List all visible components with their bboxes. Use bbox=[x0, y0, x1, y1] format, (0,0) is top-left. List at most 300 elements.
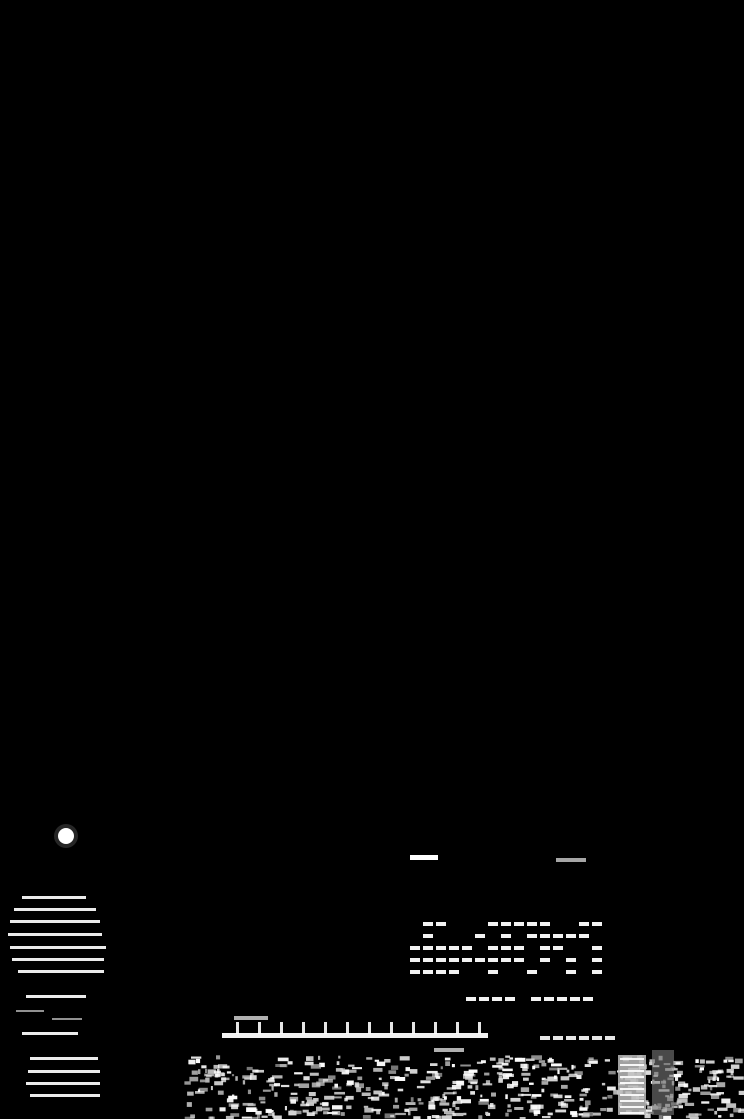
city-light bbox=[332, 1087, 341, 1090]
city-light bbox=[290, 1099, 296, 1103]
city-light bbox=[716, 1071, 724, 1074]
window-light bbox=[475, 934, 485, 938]
city-light bbox=[281, 1085, 289, 1087]
city-light bbox=[346, 1070, 357, 1073]
city-light bbox=[274, 1092, 277, 1097]
city-light bbox=[695, 1114, 701, 1116]
window-light bbox=[579, 922, 589, 926]
city-light bbox=[288, 1061, 293, 1064]
window-light bbox=[488, 922, 498, 926]
city-light bbox=[346, 1096, 354, 1100]
tower-light-band bbox=[10, 946, 106, 949]
city-light bbox=[699, 1069, 702, 1073]
city-light bbox=[303, 1110, 309, 1113]
city-light bbox=[191, 1057, 201, 1059]
city-light bbox=[589, 1057, 594, 1060]
city-light bbox=[199, 1088, 208, 1092]
city-light bbox=[388, 1070, 396, 1074]
city-light bbox=[231, 1104, 238, 1109]
window-light bbox=[423, 934, 433, 938]
city-light bbox=[427, 1071, 438, 1074]
city-light bbox=[426, 1076, 435, 1080]
city-light bbox=[452, 1064, 455, 1067]
city-light bbox=[499, 1074, 505, 1076]
city-light bbox=[605, 1059, 610, 1061]
city-light bbox=[332, 1111, 340, 1115]
city-light bbox=[306, 1057, 310, 1060]
city-light bbox=[187, 1092, 194, 1096]
city-light bbox=[726, 1076, 731, 1078]
city-light bbox=[432, 1115, 440, 1118]
city-light bbox=[579, 1113, 584, 1115]
city-light bbox=[266, 1110, 273, 1112]
city-light bbox=[444, 1096, 447, 1100]
city-light bbox=[581, 1089, 585, 1092]
tower-light-band bbox=[16, 1010, 44, 1012]
city-light bbox=[200, 1080, 205, 1083]
city-light bbox=[498, 1058, 504, 1063]
window-light bbox=[436, 922, 446, 926]
city-light bbox=[294, 1111, 301, 1115]
city-light bbox=[706, 1061, 715, 1064]
tower-light-band bbox=[52, 1018, 82, 1020]
roof-light-strip bbox=[222, 1033, 488, 1038]
city-light bbox=[542, 1081, 549, 1085]
city-light bbox=[445, 1058, 451, 1061]
city-light bbox=[328, 1075, 336, 1079]
tower-light-band bbox=[8, 933, 102, 936]
city-light bbox=[323, 1111, 328, 1114]
city-light bbox=[675, 1077, 678, 1081]
city-light bbox=[248, 1090, 251, 1095]
tower-light-band bbox=[22, 1032, 78, 1035]
roof-light-post bbox=[478, 1022, 481, 1034]
city-light bbox=[346, 1083, 352, 1086]
window-light bbox=[514, 958, 524, 962]
city-light bbox=[377, 1062, 385, 1067]
city-light bbox=[385, 1113, 396, 1118]
city-light bbox=[188, 1060, 195, 1065]
city-light bbox=[259, 1097, 265, 1101]
city-light bbox=[600, 1108, 606, 1111]
city-light bbox=[478, 1115, 482, 1119]
window-light bbox=[423, 970, 433, 974]
city-light bbox=[677, 1098, 687, 1103]
tower-light-band bbox=[30, 1094, 100, 1097]
city-light bbox=[529, 1109, 540, 1112]
window-light bbox=[527, 970, 537, 974]
tower-light-band bbox=[30, 1057, 98, 1060]
city-light bbox=[362, 1093, 371, 1097]
city-light bbox=[561, 1076, 570, 1080]
city-light bbox=[302, 1101, 305, 1104]
window-light bbox=[540, 934, 550, 938]
city-light bbox=[348, 1065, 354, 1067]
city-light bbox=[242, 1117, 252, 1119]
city-light bbox=[550, 1094, 558, 1097]
window-light bbox=[423, 946, 433, 950]
city-light bbox=[478, 1101, 488, 1105]
city-light bbox=[334, 1092, 345, 1095]
rooftop-light bbox=[410, 855, 438, 860]
city-light bbox=[484, 1073, 489, 1076]
city-light bbox=[187, 1102, 192, 1107]
city-light bbox=[567, 1070, 570, 1073]
city-light bbox=[551, 1063, 562, 1066]
city-light bbox=[508, 1104, 511, 1107]
city-light bbox=[659, 1115, 663, 1119]
lit-building-floor bbox=[620, 1088, 644, 1090]
city-light bbox=[221, 1073, 225, 1077]
city-light bbox=[311, 1064, 321, 1069]
window-light bbox=[501, 946, 511, 950]
window-light bbox=[436, 946, 446, 950]
city-light bbox=[337, 1061, 340, 1065]
city-light bbox=[453, 1101, 462, 1104]
city-light bbox=[217, 1069, 220, 1074]
city-light bbox=[445, 1061, 450, 1066]
window-light bbox=[540, 958, 550, 962]
city-light bbox=[510, 1098, 520, 1102]
city-light bbox=[205, 1078, 209, 1083]
city-light bbox=[714, 1111, 717, 1115]
city-light bbox=[452, 1081, 462, 1084]
city-light bbox=[320, 1103, 329, 1105]
window-light bbox=[410, 970, 420, 974]
window-light bbox=[583, 997, 593, 1001]
city-light bbox=[718, 1115, 721, 1118]
city-light bbox=[272, 1086, 274, 1091]
city-light bbox=[721, 1099, 730, 1104]
city-light bbox=[542, 1116, 551, 1118]
city-light bbox=[232, 1074, 234, 1076]
city-light bbox=[285, 1106, 287, 1110]
city-light bbox=[290, 1110, 294, 1114]
lit-building bbox=[652, 1050, 674, 1115]
window-light bbox=[488, 970, 498, 974]
city-light bbox=[294, 1084, 299, 1087]
window-light bbox=[579, 934, 589, 938]
city-light bbox=[204, 1074, 214, 1077]
roof-light-post bbox=[412, 1022, 415, 1034]
city-light bbox=[512, 1081, 518, 1085]
city-light bbox=[465, 1075, 473, 1080]
window-light bbox=[436, 958, 446, 962]
roof-light-post bbox=[346, 1022, 349, 1034]
city-light bbox=[602, 1097, 607, 1100]
city-light bbox=[557, 1070, 559, 1074]
city-light bbox=[491, 1093, 496, 1097]
city-light bbox=[307, 1100, 317, 1104]
roof-light-post bbox=[258, 1022, 261, 1034]
city-light bbox=[469, 1070, 478, 1073]
city-light bbox=[572, 1066, 576, 1069]
city-light bbox=[710, 1087, 712, 1090]
city-light bbox=[730, 1114, 734, 1118]
lit-building-floor bbox=[620, 1094, 644, 1096]
city-light bbox=[531, 1055, 542, 1060]
city-light bbox=[262, 1116, 268, 1118]
city-light bbox=[395, 1077, 406, 1081]
city-light bbox=[443, 1109, 448, 1112]
window-light bbox=[410, 946, 420, 950]
city-light bbox=[589, 1061, 598, 1064]
city-light bbox=[364, 1106, 368, 1108]
city-light bbox=[602, 1083, 605, 1086]
window-light bbox=[566, 958, 576, 962]
city-light bbox=[418, 1098, 422, 1101]
window-light bbox=[423, 958, 433, 962]
city-light bbox=[410, 1069, 418, 1074]
city-light bbox=[564, 1099, 574, 1102]
city-light bbox=[457, 1096, 461, 1101]
city-light bbox=[534, 1112, 538, 1116]
city-light bbox=[196, 1059, 200, 1063]
city-light bbox=[316, 1107, 322, 1112]
city-light bbox=[724, 1060, 728, 1063]
city-light bbox=[739, 1091, 744, 1095]
roof-sign bbox=[234, 1016, 268, 1020]
city-light bbox=[306, 1097, 312, 1100]
tower-light-band bbox=[14, 908, 96, 911]
city-light bbox=[541, 1063, 546, 1066]
city-light bbox=[549, 1068, 559, 1071]
city-light bbox=[272, 1113, 274, 1118]
window-light bbox=[501, 922, 511, 926]
lit-building-floor bbox=[620, 1070, 644, 1072]
city-light bbox=[341, 1112, 345, 1116]
window-light bbox=[466, 997, 476, 1001]
city-light bbox=[366, 1087, 371, 1091]
city-light bbox=[695, 1065, 705, 1067]
city-light bbox=[531, 1096, 537, 1098]
city-light bbox=[539, 1060, 545, 1063]
window-light bbox=[527, 922, 537, 926]
city-light bbox=[215, 1074, 221, 1077]
city-light bbox=[708, 1109, 714, 1111]
city-light bbox=[352, 1067, 362, 1069]
window-light bbox=[514, 946, 524, 950]
city-light bbox=[318, 1056, 320, 1060]
window-light bbox=[501, 934, 511, 938]
city-light bbox=[452, 1113, 463, 1116]
city-light bbox=[436, 1076, 441, 1079]
city-light bbox=[375, 1060, 379, 1062]
city-light bbox=[355, 1082, 360, 1087]
city-light bbox=[206, 1108, 213, 1112]
window-light bbox=[501, 958, 511, 962]
city-light bbox=[521, 1094, 531, 1096]
city-light bbox=[189, 1077, 198, 1082]
city-light bbox=[395, 1113, 406, 1115]
city-light bbox=[338, 1056, 340, 1059]
city-light bbox=[263, 1090, 271, 1092]
window-light bbox=[462, 946, 472, 950]
city-light bbox=[646, 1102, 649, 1106]
window-light bbox=[592, 958, 602, 962]
city-light bbox=[411, 1097, 414, 1102]
city-light bbox=[733, 1108, 741, 1113]
lit-building-floor bbox=[620, 1058, 644, 1060]
window-light bbox=[566, 970, 576, 974]
city-light bbox=[514, 1107, 523, 1110]
window-light bbox=[592, 922, 602, 926]
city-light bbox=[439, 1103, 449, 1106]
city-light bbox=[686, 1116, 690, 1119]
city-light bbox=[382, 1092, 385, 1095]
window-light bbox=[557, 997, 567, 1001]
city-light bbox=[393, 1105, 399, 1109]
city-light bbox=[505, 1113, 508, 1117]
lit-building-floor bbox=[620, 1076, 644, 1078]
window-light bbox=[566, 1036, 576, 1040]
city-light bbox=[409, 1108, 418, 1111]
city-light bbox=[498, 1078, 503, 1083]
window-light bbox=[488, 946, 498, 950]
city-light bbox=[563, 1103, 566, 1106]
window-light bbox=[514, 922, 524, 926]
city-light bbox=[220, 1107, 226, 1111]
city-light bbox=[663, 1116, 671, 1119]
city-light bbox=[532, 1066, 535, 1070]
city-light bbox=[232, 1095, 234, 1097]
city-light bbox=[503, 1073, 512, 1076]
city-light bbox=[700, 1092, 710, 1096]
city-light bbox=[430, 1063, 438, 1066]
city-light bbox=[541, 1089, 544, 1093]
window-light bbox=[449, 970, 459, 974]
city-light bbox=[548, 1113, 553, 1116]
city-light bbox=[608, 1071, 615, 1075]
city-light bbox=[307, 1112, 315, 1116]
city-light bbox=[221, 1078, 230, 1081]
city-light bbox=[323, 1079, 333, 1083]
window-light bbox=[527, 934, 537, 938]
city-light bbox=[486, 1080, 490, 1084]
city-light bbox=[357, 1077, 362, 1081]
city-light bbox=[507, 1109, 512, 1112]
tower-light-band bbox=[26, 995, 86, 998]
city-light bbox=[309, 1092, 316, 1096]
city-light bbox=[565, 1095, 572, 1098]
window-light bbox=[492, 997, 502, 1001]
city-light bbox=[684, 1083, 689, 1087]
city-light bbox=[255, 1070, 264, 1073]
city-light bbox=[205, 1069, 207, 1073]
city-light bbox=[688, 1089, 691, 1092]
city-light bbox=[371, 1097, 379, 1101]
city-light bbox=[728, 1060, 734, 1063]
city-light bbox=[303, 1076, 309, 1080]
window-light bbox=[592, 946, 602, 950]
city-light bbox=[395, 1098, 398, 1103]
roof-light-post bbox=[324, 1022, 327, 1034]
city-light bbox=[544, 1079, 551, 1081]
city-light bbox=[460, 1065, 471, 1067]
city-light bbox=[704, 1084, 709, 1086]
city-light bbox=[607, 1095, 612, 1099]
city-light bbox=[380, 1078, 383, 1081]
city-light bbox=[585, 1100, 591, 1105]
city-light bbox=[243, 1103, 254, 1106]
city-light bbox=[340, 1068, 345, 1072]
city-light bbox=[695, 1059, 698, 1063]
city-light bbox=[417, 1086, 425, 1088]
lit-building-floor bbox=[620, 1106, 644, 1108]
lit-building-floor bbox=[620, 1100, 644, 1102]
city-light bbox=[678, 1105, 683, 1108]
lit-building-floor bbox=[620, 1082, 644, 1084]
city-light bbox=[373, 1091, 382, 1095]
city-light bbox=[442, 1116, 452, 1119]
city-light bbox=[707, 1076, 718, 1080]
city-light bbox=[211, 1086, 213, 1090]
city-light bbox=[700, 1059, 705, 1063]
city-light bbox=[447, 1087, 456, 1090]
city-light bbox=[363, 1115, 371, 1119]
city-light bbox=[580, 1094, 587, 1097]
roof-light-post bbox=[434, 1022, 437, 1034]
city-light bbox=[480, 1095, 482, 1098]
city-light bbox=[468, 1085, 473, 1088]
city-light bbox=[585, 1088, 588, 1093]
city-light bbox=[384, 1059, 390, 1063]
rooftop-light bbox=[556, 858, 586, 862]
city-light bbox=[275, 1064, 286, 1067]
city-light bbox=[346, 1106, 351, 1110]
window-light bbox=[579, 1036, 589, 1040]
city-light bbox=[366, 1057, 372, 1060]
tower-light-band bbox=[10, 920, 100, 923]
window-light bbox=[540, 922, 550, 926]
city-light bbox=[503, 1076, 510, 1080]
city-light bbox=[502, 1063, 509, 1066]
city-light bbox=[521, 1073, 530, 1076]
city-light bbox=[480, 1099, 489, 1102]
city-light bbox=[255, 1111, 261, 1115]
city-light bbox=[579, 1107, 587, 1111]
city-light bbox=[230, 1113, 239, 1117]
city-light bbox=[532, 1106, 537, 1110]
city-light bbox=[521, 1087, 529, 1092]
city-light bbox=[428, 1105, 435, 1110]
city-light bbox=[444, 1092, 455, 1094]
city-light bbox=[470, 1091, 475, 1095]
city-light bbox=[364, 1108, 373, 1113]
city-light bbox=[726, 1103, 736, 1108]
city-light bbox=[569, 1074, 578, 1077]
city-light bbox=[515, 1058, 526, 1062]
city-light bbox=[548, 1059, 554, 1063]
city-light bbox=[198, 1069, 200, 1074]
city-light bbox=[593, 1113, 601, 1116]
city-light bbox=[520, 1064, 527, 1068]
city-light bbox=[294, 1072, 303, 1074]
city-light bbox=[430, 1097, 438, 1101]
city-light bbox=[382, 1082, 388, 1086]
city-light bbox=[685, 1103, 694, 1106]
city-light bbox=[250, 1073, 253, 1075]
city-light bbox=[505, 1094, 508, 1099]
city-light bbox=[324, 1096, 334, 1100]
city-light bbox=[502, 1069, 512, 1072]
window-light bbox=[505, 997, 515, 1001]
city-light bbox=[405, 1074, 409, 1077]
city-light bbox=[184, 1081, 190, 1084]
city-light bbox=[675, 1087, 680, 1091]
city-light bbox=[441, 1066, 443, 1069]
city-light bbox=[406, 1067, 411, 1071]
